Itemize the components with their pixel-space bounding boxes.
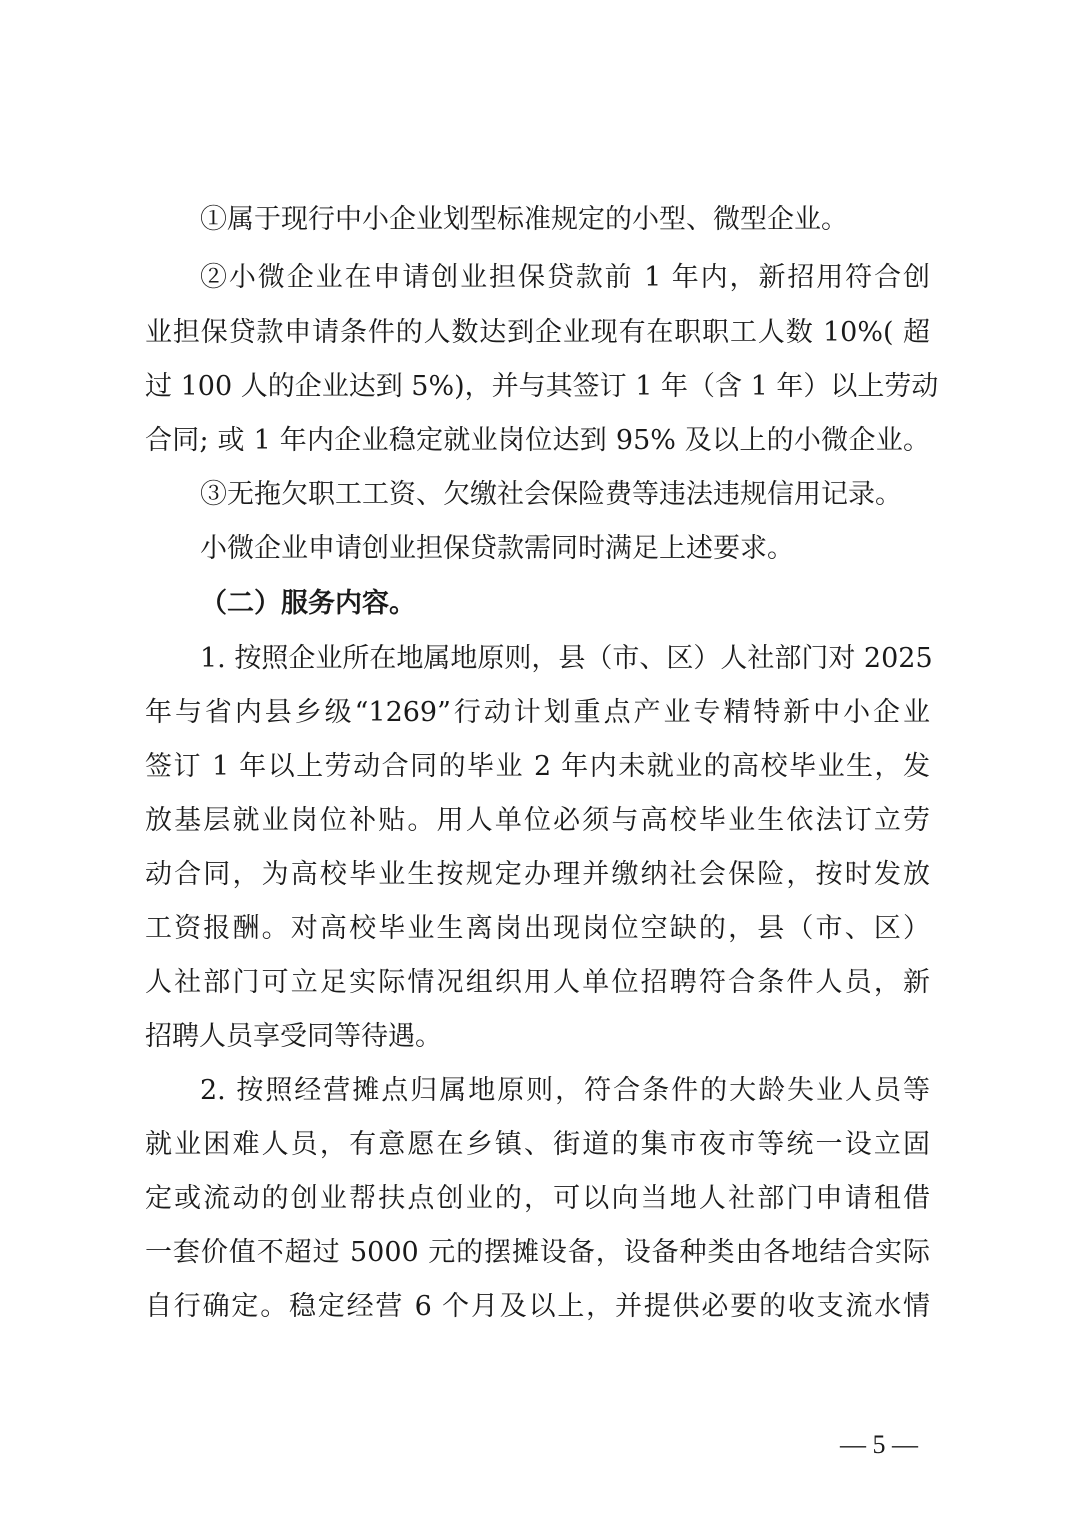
text-line: 小微企业申请创业担保贷款需同时满足上述要求。 [200,533,794,564]
text-line: 一套价值不超过 5000 元的摆摊设备，设备种类由各地结合实际 [145,1237,930,1268]
text-line: 招聘人员享受同等待遇。 [145,1021,442,1052]
text-line: 1. 按照企业所在地属地原则，县（市、区）人社部门对 2025 [200,643,933,674]
text-line: 工资报酬。对高校毕业生离岗出现岗位空缺的，县（市、区） [145,913,930,944]
text-line: 放基层就业岗位补贴。用人单位必须与高校毕业生依法订立劳 [145,805,930,836]
text-line: ①属于现行中小企业划型标准规定的小型、微型企业。 [200,204,848,235]
text-line: 人社部门可立足实际情况组织用人单位招聘符合条件人员，新 [145,967,930,998]
text-line: 过 100 人的企业达到 5%)，并与其签订 1 年（含 1 年）以上劳动 [145,371,939,402]
text-line: 就业困难人员，有意愿在乡镇、街道的集市夜市等统一设立固 [145,1129,930,1160]
text-line: 年与省内县乡级“1269”行动计划重点产业专精特新中小企业 [145,697,930,728]
text-line: 业担保贷款申请条件的人数达到企业现有在职职工人数 10%( 超 [145,317,930,348]
text-line: 自行确定。稳定经营 6 个月及以上，并提供必要的收支流水情 [145,1291,930,1322]
text-line: ②小微企业在申请创业担保贷款前 1 年内，新招用符合创 [200,262,930,293]
text-line: ③无拖欠职工工资、欠缴社会保险费等违法违规信用记录。 [200,479,902,510]
text-line: 2. 按照经营摊点归属地原则，符合条件的大龄失业人员等 [200,1075,930,1106]
page-number: — 5 — [840,1430,918,1459]
text-line: 合同; 或 1 年内企业稳定就业岗位达到 95% 及以上的小微企业。 [145,425,930,456]
text-line: 签订 1 年以上劳动合同的毕业 2 年内未就业的高校毕业生，发 [145,751,930,782]
section-heading: （二）服务内容。 [200,588,416,619]
text-line: 动合同，为高校毕业生按规定办理并缴纳社会保险，按时发放 [145,859,930,890]
text-line: 定或流动的创业帮扶点创业的，可以向当地人社部门申请租借 [145,1183,930,1214]
